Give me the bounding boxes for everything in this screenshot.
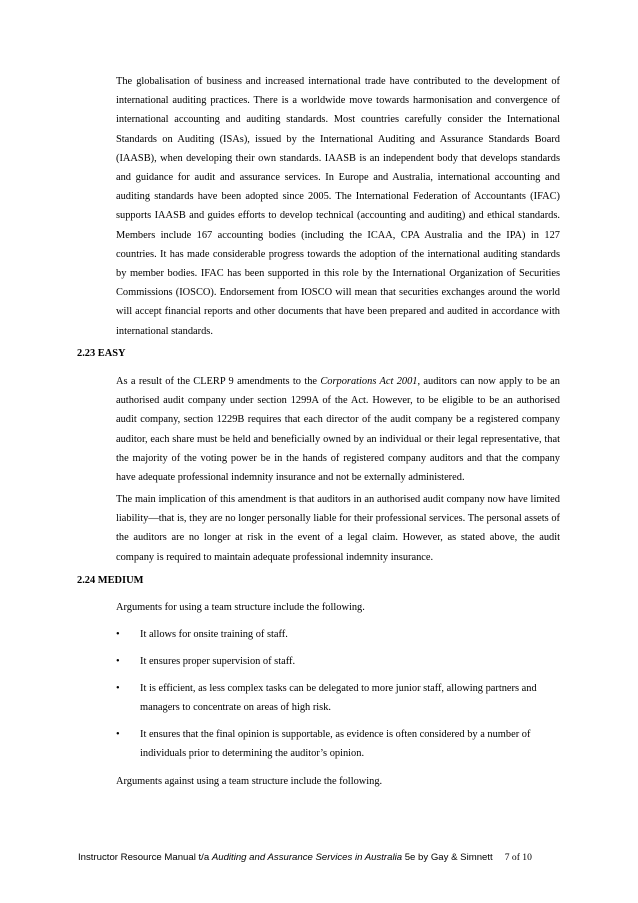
intro-paragraph: The globalisation of business and increased international trade have contributed to the development of international auditing practices. There is a worldwide move towards harmonisation and convergence of international accounting and auditing standards. Most countries carefully consider the International Standards on Auditing (ISAs), issued by the International Auditing and Assurance Standards Board (IAASB), when developing their own standards. IAASB is an independent body that develops standards and guidance for audit and assurance services. In Europe and Australia, international accounting and auditing standards have been adopted since 2005. The International Federation of Accountants (IFAC) supports IAASB and guides efforts to develop technical (accounting and auditing) and ethical standards. Members include 167 accounting bodies (including the ICAA, CPA Australia and the IPA) in 127 countries. It has made considerable progress towards the adoption of the international auditing standards by member bodies. IFAC has been supported in this role by the International Organization of Securities Commissions (IOSCO). Endorsement from IOSCO will mean that securities exchanges around the world will accept financial reports and other documents that have been prepared and audited in accordance with international standards.	[116, 76, 560, 337]
section-heading-2-23: 2.23 EASY	[77, 348, 126, 359]
bullet-icon: •	[116, 656, 120, 667]
page-number: 7 of 10	[504, 852, 532, 863]
page-footer	[78, 852, 532, 863]
paragraph-implication: The main implication of this amendment is that auditors in an authorised audit company now have limited liability—that is, they are no longer personally liable for their professional services. The personal assets of the auditors are no longer at risk in the event of a legal claim. However, as stated above, the audit company is required to maintain adequate professional indemnity insurance.	[116, 494, 560, 563]
list-item-text: It is efficient, as less complex tasks can be delegated to more junior staff, allowing partners and managers to concentrate on areas of high risk.	[140, 683, 537, 714]
footer-suffix: 5e by Gay & Simnett	[402, 852, 493, 863]
bullet-icon: •	[116, 683, 120, 694]
book-title: Auditing and Assurance Services in Australia	[211, 852, 403, 863]
section-heading-2-24: 2.24 MEDIUM	[77, 575, 144, 586]
paragraph-clerp9-text-a: As a result of the CLERP 9 amendments to the	[116, 376, 321, 387]
list-item-text: It ensures that the final opinion is supportable, as evidence is often considered by a number of individuals prior to determining the auditor’s opinion.	[140, 729, 531, 760]
bullet-icon: •	[116, 729, 120, 740]
list-item-text: It allows for onsite training of staff.	[140, 629, 288, 640]
list-item-text: It ensures proper supervision of staff.	[140, 656, 296, 667]
footer-prefix: Instructor Resource Manual t/a	[78, 852, 212, 863]
bullet-icon: •	[116, 629, 120, 640]
team-arguments-for-intro: Arguments for using a team structure include the following.	[116, 602, 365, 613]
team-arguments-against-intro: Arguments against using a team structure include the following.	[116, 776, 383, 787]
paragraph-clerp9-text-b: , auditors can now apply to be an authorised audit company under section 1299A of the Act. However, to be eligible to be an authorised audit company, section 1229B requires that each director of the audit company be a registered company auditor, each share must be held and beneficially owned by an individual or their legal representative, that the majority of the voting power be in the hands of registered company auditors and that the company have adequate professional indemnity insurance and not be externally administered.	[116, 376, 560, 484]
act-title: Corporations Act 2001	[320, 376, 418, 387]
paragraph-clerp9	[116, 372, 560, 487]
